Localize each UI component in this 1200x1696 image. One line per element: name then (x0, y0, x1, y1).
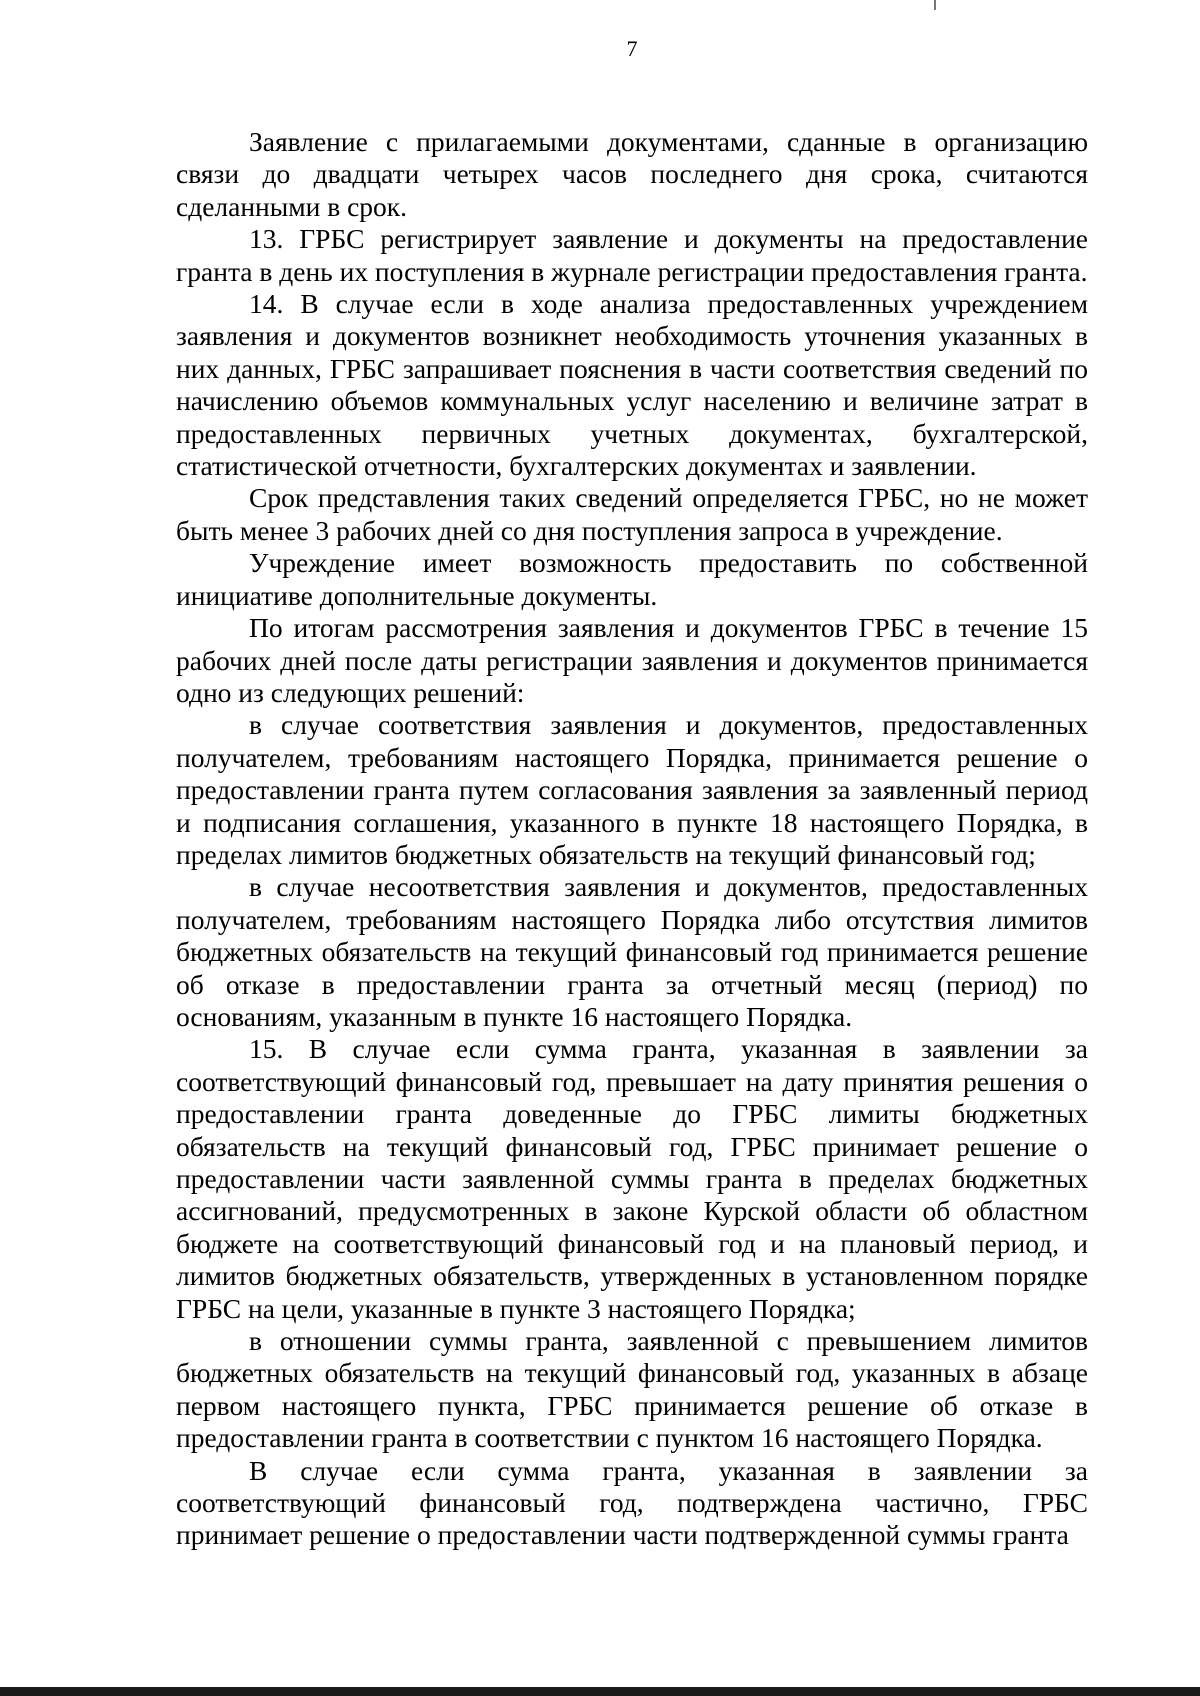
paragraph-decision-approve: в случае соответствия заявления и документов, предоставленных получателем, требованиям настоящего Порядка, принимается решение о предоставлении гранта путем согласования заявления за заявленный период и подписания соглашения, указанного в пункте 18 настоящего Порядка, в пределах лимитов бюджетных обязательств на текущий финансовый год; (176, 709, 1088, 870)
document-body (176, 126, 1088, 1552)
paragraph-info-deadline: Срок представления таких сведений определяется ГРБС, но не может быть менее 3 рабочих дней со дня поступления запроса в учреждение. (176, 482, 1088, 546)
paragraph-review-results: По итогам рассмотрения заявления и документов ГРБС в течение 15 рабочих дней после даты регистрации заявления и документов принимается одно из следующих решений: (176, 612, 1088, 708)
scan-bottom-edge (0, 1687, 1200, 1696)
paragraph-decision-refuse: в случае несоответствия заявления и документов, предоставленных получателем, требованиям настоящего Порядка либо отсутствия лимитов бюджетных обязательств на текущий финансовый год принимается решение об отказе в предоставлении гранта за отчетный месяц (период) по основаниям, указанным в пункте 16 настоящего Порядка. (176, 871, 1088, 1032)
page-number: 7 (626, 36, 638, 61)
paragraph-partial-confirmation: В случае если сумма гранта, указанная в заявлении за соответствующий финансовый год, подтверждена частично, ГРБС принимает решение о предоставлении части подтвержденной суммы гранта (176, 1454, 1088, 1551)
paragraph-additional-documents: Учреждение имеет возможность предоставить по собственной инициативе дополнительные документы. (176, 547, 1088, 611)
paragraph-item-14: 14. В случае если в ходе анализа предоставленных учреждением заявления и документов возникнет необходимость уточнения указанных в них данных, ГРБС запрашивает пояснения в части соответствия сведений по начислению объемов коммунальных услуг населению и величине затрат в предоставленных первичных учетных документах, бухгалтерской, статистической отчетности, бухгалтерских документах и заявлении. (176, 288, 1088, 482)
paragraph-submission-deadline: Заявление с прилагаемыми документами, сданные в организацию связи до двадцати четырех часов последнего дня срока, считаются сделанными в срок. (176, 126, 1088, 222)
paragraph-item-13: 13. ГРБС регистрирует заявление и документы на предоставление гранта в день их поступления в журнале регистрации предоставления гранта. (176, 223, 1088, 287)
paragraph-item-15: 15. В случае если сумма гранта, указанная в заявлении за соответствующий финансовый год, превышает на дату принятия решения о предоставлении гранта доведенные до ГРБС лимиты бюджетных обязательств на текущий финансовый год, ГРБС принимает решение о предоставлении части заявленной суммы гранта в пределах бюджетных ассигнований, предусмотренных в законе Курской области об областном бюджете на соответствующий финансовый год и на плановый период, и лимитов бюджетных обязательств, утвержденных в установленном порядке ГРБС на цели, указанные в пункте 3 настоящего Порядка; (176, 1033, 1088, 1324)
scan-mark (934, 0, 936, 10)
paragraph-excess-refusal: в отношении суммы гранта, заявленной с превышением лимитов бюджетных обязательств на текущий финансовый год, указанных в абзаце первом настоящего пункта, ГРБС принимается решение об отказе в предоставлении гранта в соответствии с пунктом 16 настоящего Порядка. (176, 1325, 1088, 1454)
